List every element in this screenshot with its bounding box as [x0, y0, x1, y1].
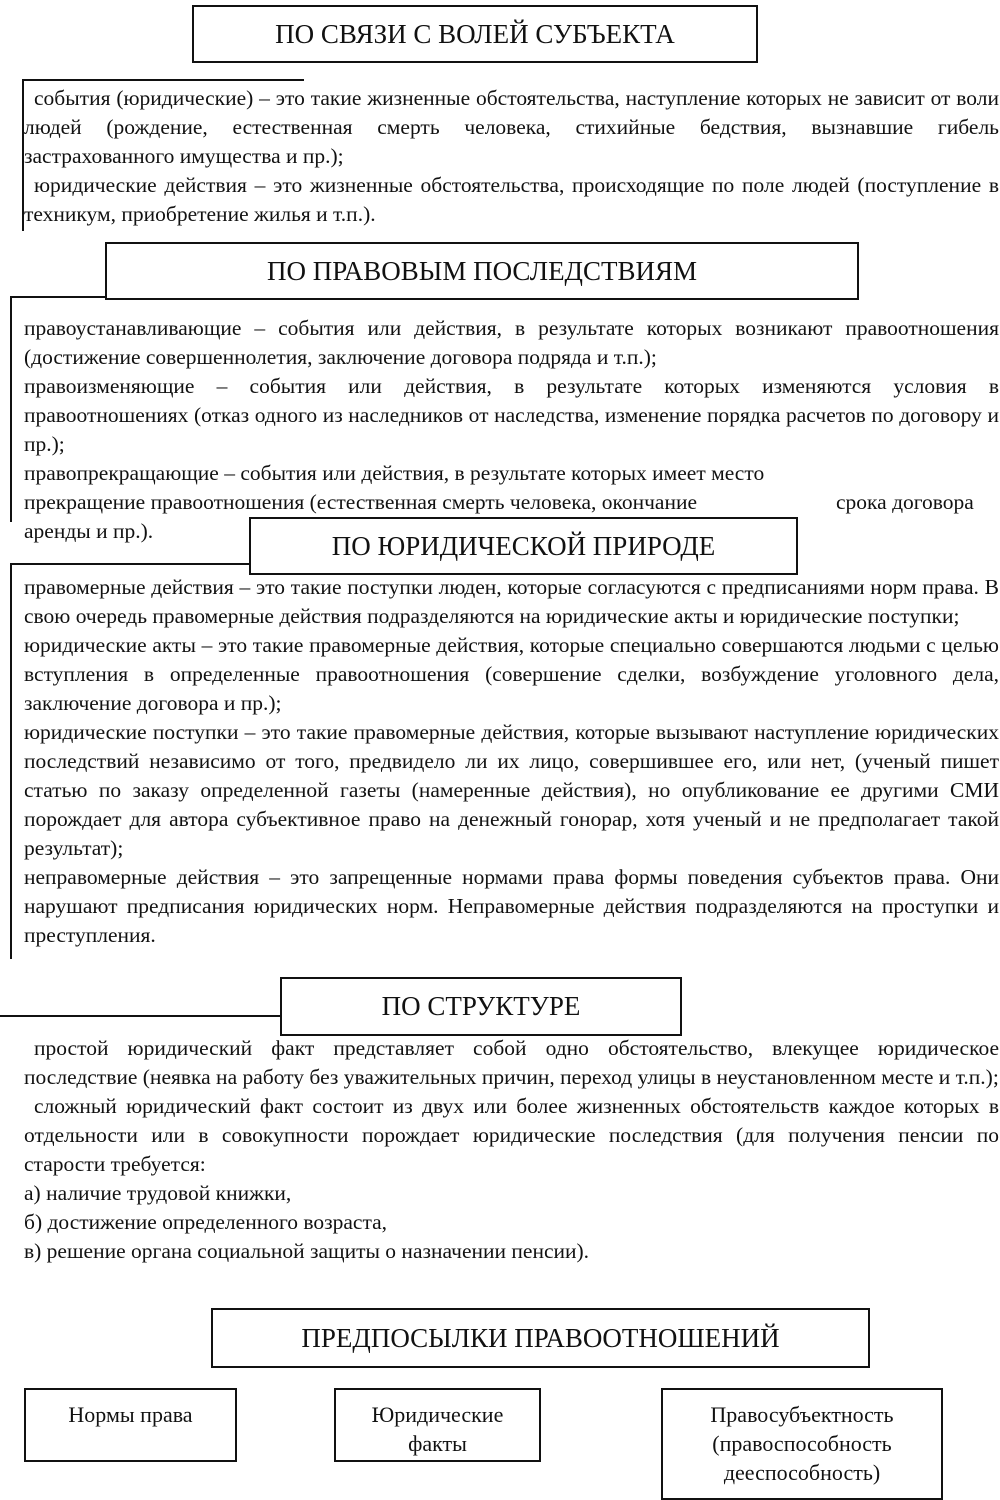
heading-by-structure-text: ПО СТРУКТУРЕ — [381, 991, 581, 1021]
paragraph: простой юридический факт представляет собой одно обстоятельство, влекущее юридическое последствие (неявка на работу без уважительных причин, переход улицы в неустановленном месте и т.п.); — [24, 1036, 999, 1089]
heading-by-will — [192, 5, 758, 63]
heading-prerequisites — [211, 1308, 870, 1368]
consequences-tail: срока договора — [836, 490, 974, 514]
card-legal-facts: Юридические факты — [334, 1388, 541, 1462]
bracket-top-2 — [12, 296, 106, 298]
section-by-legal-nature-text — [24, 573, 999, 950]
paragraph: правоизменяющие – события или действия, в результате которых изменяются условия в правоотношениях (отказ одного из наследников от наследства, изменение порядка расчетов по договору и пр.); — [24, 374, 999, 456]
paragraph: события (юридические) – это такие жизненные обстоятельства, наступление которых не зависит от воли людей (рождение, естественная смерть человека, стихийные бедствия, вызнавшие гибель застрахованного имущества и пр.); — [24, 86, 999, 168]
paragraph: правомерные действия – это такие поступки люден, которые согласуются с предписаниями норм права. В свою очередь правомерные действия подразделяются на юридические акты и юридические поступки; — [24, 575, 999, 628]
paragraph: юридические поступки – это такие правомерные действия, которые вызывают наступление юридических последствий независимо от того, предвидело ли их лицо, совершившее его, или нет, (ученый пишет статью по заказу определенной газеты (намеренные действия), но опубликование ее другими СМИ порождает для автора субъективное право на денежный гонорар, хотя ученый и не предполагает такой результат); — [24, 720, 999, 860]
paragraph: а) наличие трудовой книжки, — [24, 1181, 292, 1205]
card-legal-personality: Правосубъектность (правоспособность дееспособность) — [661, 1388, 943, 1500]
heading-by-structure — [280, 977, 682, 1036]
bracket-top-3 — [12, 563, 250, 565]
paragraph: юридические акты – это такие правомерные действия, которые специально совершаются людьми с целью вступления в определенные правоотношения (совершение сделки, возбуждение уголовного дела, заключение договора и пр.); — [24, 633, 999, 715]
section-by-will-text — [24, 84, 999, 229]
heading-by-consequences-text: ПО ПРАВОВЫМ ПОСЛЕДСТВИЯМ — [266, 255, 698, 286]
paragraph: сложный юридический факт состоит из двух или более жизненных обстоятельств каждое которых в отдельности или в совокупности порождает юридические последствия (для получения пенсии по старости требуется: — [24, 1094, 999, 1176]
section-by-consequences-text — [24, 314, 999, 517]
paragraph: в) решение органа социальной защиты о назначении пенсии). — [24, 1239, 590, 1263]
bracket-left-2 — [10, 296, 12, 522]
bracket-top-4 — [0, 1015, 282, 1017]
paragraph: неправомерные действия – это запрещенные нормами права формы поведения субъектов права. Они нарушают предписания юридических норм. Неправомерные действия подразделяются на проступки и преступления. — [24, 865, 999, 947]
heading-by-legal-nature — [249, 517, 798, 575]
paragraph: правопрекращающие – события или действия, в результате которых имеет место прекращение правоотношения (естественная смерть человека, окончание — [24, 461, 765, 514]
bracket-top-1 — [24, 79, 304, 81]
bracket-left-3 — [10, 563, 12, 959]
heading-prerequisites-text: ПРЕДПОСЫЛКИ ПРАВООТНОШЕНИЙ — [301, 1322, 780, 1353]
paragraph: правоустанавливающие – события или действия, в результате которых возникают правоотношения (достижение совершеннолетия, заключение договора подряда и т.п.); — [24, 316, 999, 369]
heading-by-consequences — [105, 242, 859, 300]
section-by-structure-text — [24, 1034, 999, 1266]
paragraph: б) достижение определенного возраста, — [24, 1210, 388, 1234]
consequences-tail-2: аренды и пр.). — [24, 519, 154, 543]
heading-by-legal-nature-text: ПО ЮРИДИЧЕСКОЙ ПРИРОДЕ — [331, 530, 716, 561]
card-legal-norms: Нормы права — [24, 1388, 237, 1462]
paragraph: юридические действия – это жизненные обстоятельства, происходящие по поле людей (поступление в техникум, приобретение жилья и т.п.). — [24, 173, 999, 226]
heading-by-will-text: ПО СВЯЗИ С ВОЛЕЙ СУБЪЕКТА — [275, 18, 675, 49]
